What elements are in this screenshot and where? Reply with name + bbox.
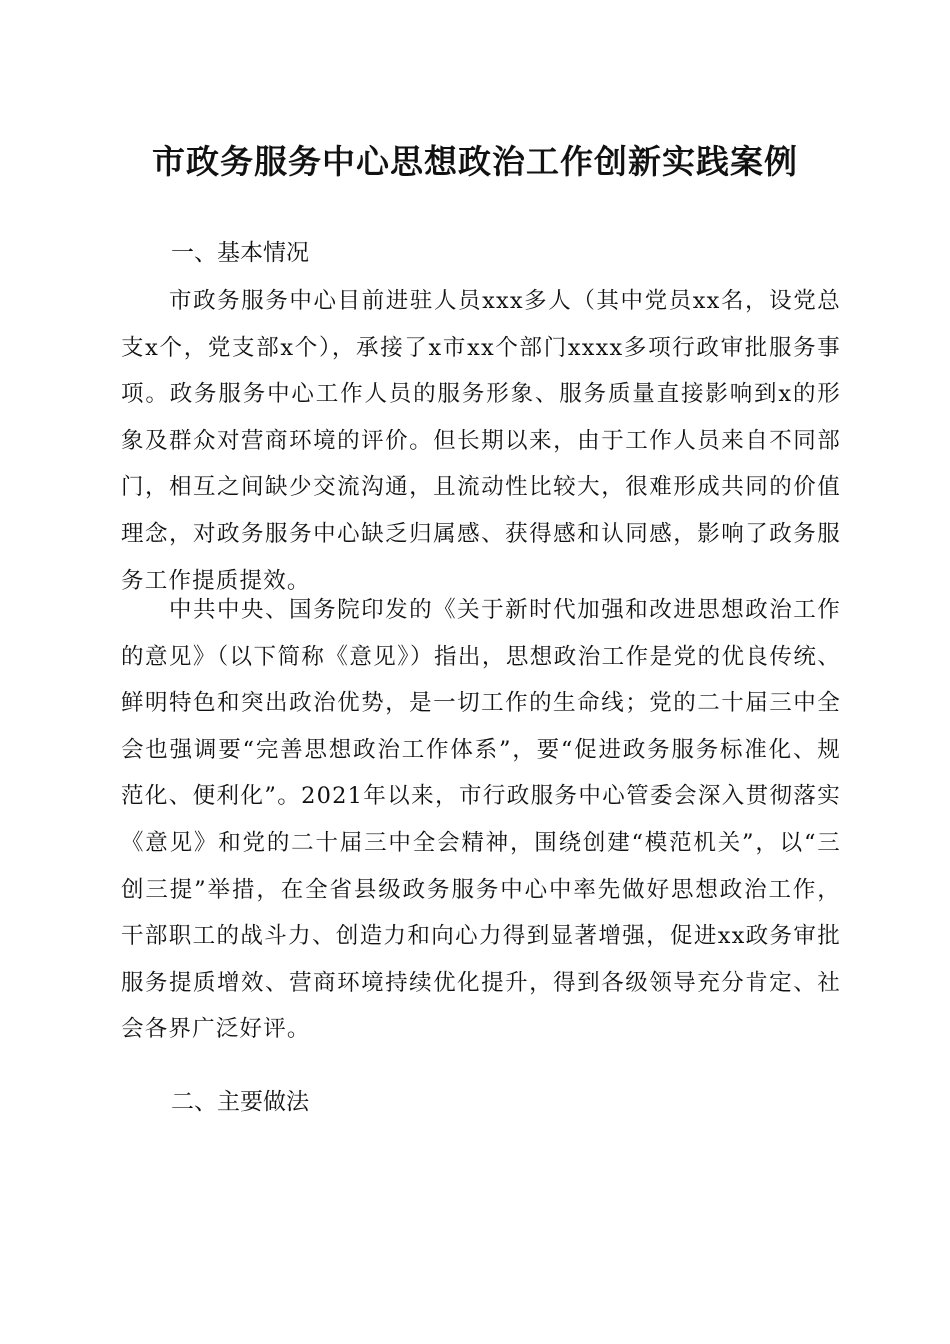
document-title: 市政务服务中心思想政治工作创新实践案例	[152, 142, 798, 181]
paragraph-basic-situation-1: 市政务服务中心目前进驻人员xxx多人（其中党员xx名，设党总支x个，党支部x个），承接了x市xx个部门xxxx多项行政审批服务事项。政务服务中心工作人员的服务形象、服务质量直接影响到x的形象及群众对营商环境的评价。但长期以来，由于工作人员来自不同部门，相互之间缺少交流沟通，且流动性比较大，很难形成共同的价值理念，对政务服务中心缺乏归属感、获得感和认同感，影响了政务服务工作提质提效。	[121, 288, 841, 594]
paragraph-basic-situation-2: 中共中央、国务院印发的《关于新时代加强和改进思想政治工作的意见》（以下简称《意见》）指出，思想政治工作是党的优良传统、鲜明特色和突出政治优势，是一切工作的生命线；党的二十届三中全会也强调要“完善思想政治工作体系”，要“促进政务服务标准化、规范化、便利化”。2021年以来，市行政服务中心管委会深入贯彻落实《意见》和党的二十届三中全会精神，围绕创建“模范机关”，以“三创三提”举措，在全省县级政务服务中心中率先做好思想政治工作，干部职工的战斗力、创造力和向心力得到显著增强，促进xx政务审批服务提质增效、营商环境持续优化提升，得到各级领导充分肯定、社会各界广泛好评。	[121, 597, 841, 1043]
section-heading-main-practices: 二、主要做法	[171, 1089, 309, 1115]
section-heading-basic-situation: 一、基本情况	[171, 240, 309, 266]
